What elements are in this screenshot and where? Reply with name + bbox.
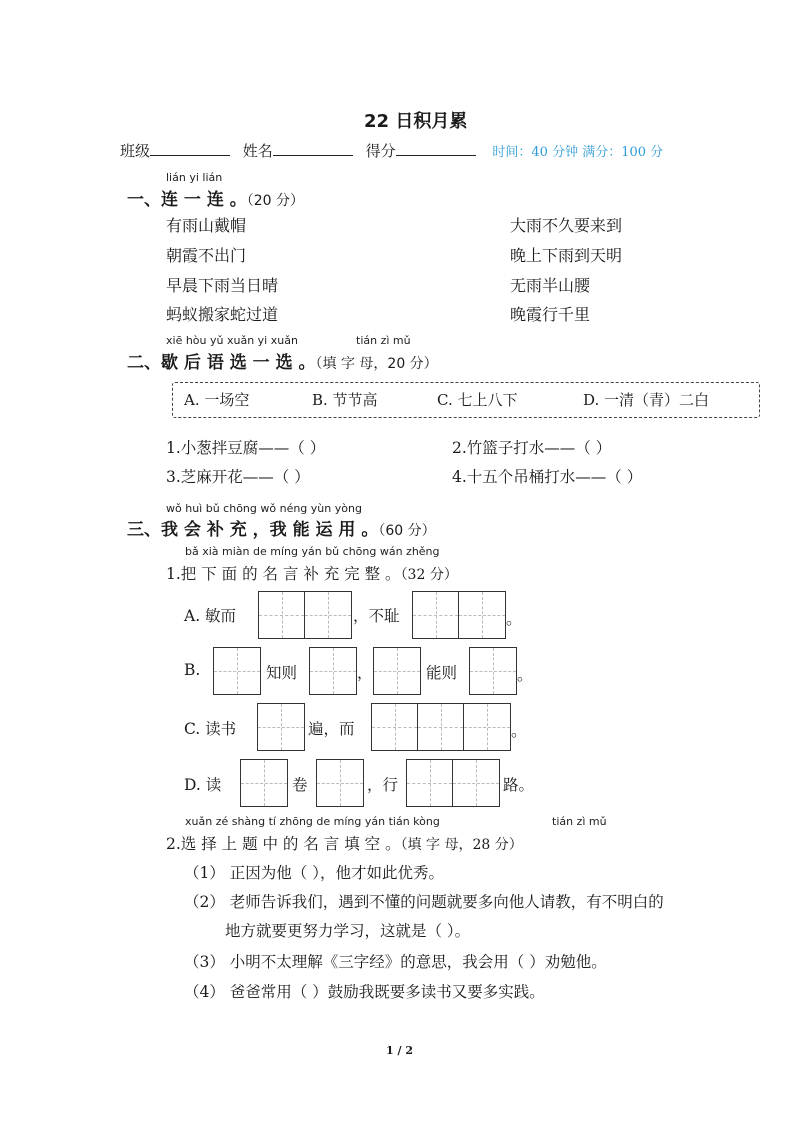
fill-item-4[interactable]: （4） 爸爸常用（ ）鼓励我既要多读书又要多实践。 <box>184 983 545 1001</box>
time-info: 时间：40 分钟 满分：100 分 <box>492 145 664 160</box>
section3-points: （60 分） <box>378 523 436 539</box>
question-2-2[interactable]: 2.竹篮子打水——（ ） <box>452 439 612 457</box>
section2-title: 二、歇 后 语 选 一 选 。 <box>127 353 316 373</box>
row-a-end: 。 <box>506 609 523 628</box>
tian-grid-a2[interactable] <box>412 591 506 639</box>
row-b-mid2: ， <box>357 664 373 682</box>
match-right-3[interactable]: 无雨半山腰 <box>510 276 591 295</box>
section3-pinyin: wǒ huì bǔ chōng wǒ néng yùn yòng <box>166 502 362 515</box>
fill-item-1[interactable]: （1） 正因为他（ ），他才如此优秀。 <box>184 864 444 882</box>
section1-pinyin: lián yi lián <box>166 171 223 184</box>
match-left-4[interactable]: 蚂蚁搬家蛇过道 <box>166 305 279 324</box>
section1-points: （20 分） <box>246 193 305 209</box>
q2-text: 2.选 择 上 题 中 的 名 言 填 空 。 <box>166 835 401 853</box>
tian-grid-c2[interactable] <box>371 703 511 751</box>
name-blank[interactable] <box>273 141 353 156</box>
question-2-3[interactable]: 3.芝麻开花——（ ） <box>166 468 310 486</box>
q1-pinyin: bǎ xià miàn de míng yán bǔ chōng wán zhěng <box>185 545 440 558</box>
fill-item-2[interactable]: （2） 老师告诉我们，遇到不懂的问题就要多向他人请教，有不明白的 <box>184 893 664 911</box>
question-2-1[interactable]: 1.小葱拌豆腐——（ ） <box>166 439 326 457</box>
row-b-label: B. <box>184 661 201 679</box>
row-a-mid: ，不耻 <box>353 607 400 625</box>
row-b-mid1: 知则 <box>266 664 298 682</box>
match-right-1[interactable]: 大雨不久要来到 <box>510 216 623 235</box>
page-number: 1 / 2 <box>386 1044 413 1057</box>
q1-text: 1.把 下 面 的 名 言 补 充 完 整 。 <box>166 565 401 583</box>
row-d-mid2: ，行 <box>367 776 399 794</box>
match-right-2[interactable]: 晚上下雨到天明 <box>510 246 623 265</box>
question-2-4[interactable]: 4.十五个吊桶打水——（ ） <box>452 468 643 486</box>
match-right-4[interactable]: 晚霞行千里 <box>510 305 591 324</box>
fill-item-3[interactable]: （3） 小明不太理解《三字经》的意思，我会用（ ）劝勉他。 <box>184 953 607 971</box>
row-c-end: 。 <box>511 721 528 740</box>
q2-pinyin: xuǎn zé shàng tí zhōng de míng yán tián kòng <box>185 815 440 828</box>
tian-grid-d1[interactable] <box>240 759 288 807</box>
tian-grid-b3[interactable] <box>373 647 421 695</box>
q2-pinyin-2: tián zì mǔ <box>552 815 607 828</box>
score-label: 得分 <box>365 142 396 160</box>
section2-points: （填 字 母，20 分） <box>315 356 438 372</box>
q1-title <box>166 562 458 584</box>
row-b-end: 。 <box>517 665 534 684</box>
section1-title: 一、连 一 连 。 <box>127 190 247 210</box>
section3-heading <box>127 515 436 540</box>
row-d-mid1: 卷 <box>292 776 308 794</box>
row-b-mid3: 能则 <box>426 664 458 682</box>
option-c: C. 七上八下 <box>437 391 518 409</box>
row-d-label: D. 读 <box>184 776 222 794</box>
name-label: 姓名 <box>242 142 273 160</box>
section2-pinyin: xiē hòu yǔ xuǎn yi xuǎn <box>166 334 298 347</box>
q2-points: （填 字 母，28 分） <box>400 837 523 853</box>
tian-grid-a1[interactable] <box>258 591 352 639</box>
section2-heading <box>127 348 438 373</box>
tian-grid-c1[interactable] <box>257 703 305 751</box>
info-line <box>120 140 663 161</box>
section2-pinyin-2: tián zì mǔ <box>356 334 411 347</box>
class-blank[interactable] <box>150 141 230 156</box>
section1-heading <box>127 185 304 210</box>
page-title: 22 日积月累 <box>364 111 468 132</box>
tian-grid-b1[interactable] <box>213 647 261 695</box>
q1-points: （32 分） <box>400 567 458 583</box>
section3-title: 三、我 会 补 充 ，我 能 运 用 。 <box>127 520 379 540</box>
match-left-3[interactable]: 早晨下雨当日晴 <box>166 276 279 295</box>
tian-grid-b2[interactable] <box>309 647 357 695</box>
match-left-2[interactable]: 朝霞不出门 <box>166 246 247 265</box>
row-c-mid: 遍，而 <box>308 720 355 738</box>
option-a: A. 一场空 <box>184 391 250 409</box>
q2-title <box>166 832 523 854</box>
option-d: D. 一清（青）二白 <box>583 391 710 409</box>
score-blank[interactable] <box>396 141 476 156</box>
fill-item-2-cont[interactable]: 地方就要更努力学习，这就是（ ）。 <box>225 922 471 940</box>
tian-grid-b4[interactable] <box>469 647 517 695</box>
match-left-1[interactable]: 有雨山戴帽 <box>166 216 247 235</box>
tian-grid-d3[interactable] <box>406 759 500 807</box>
option-b: B. 节节高 <box>312 391 378 409</box>
tian-grid-d2[interactable] <box>316 759 364 807</box>
row-c-label: C. 读书 <box>184 720 237 738</box>
row-d-end: 路。 <box>503 776 535 794</box>
class-label: 班级 <box>120 142 151 160</box>
row-a-label: A. 敏而 <box>184 607 237 625</box>
